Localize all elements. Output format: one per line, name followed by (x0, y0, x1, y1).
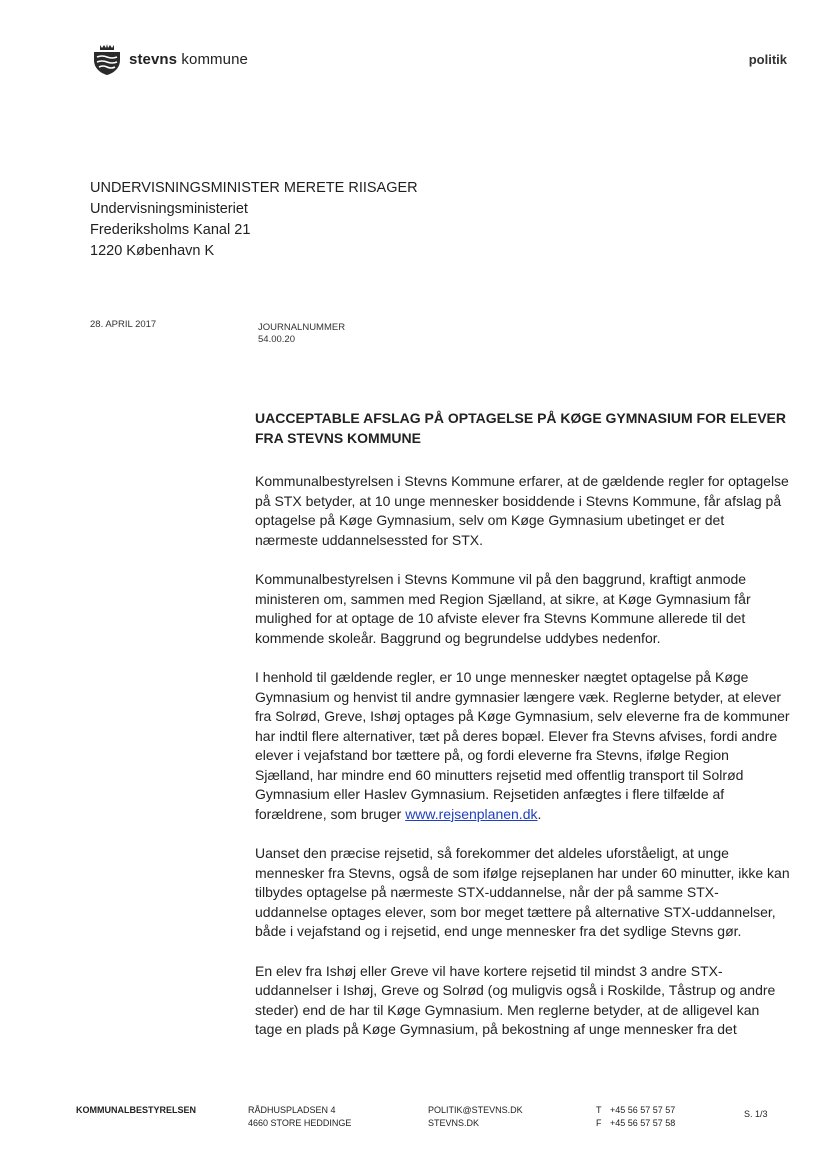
footer-website: STEVNS.DK (428, 1118, 480, 1128)
recipient-address (90, 178, 418, 262)
rejseplanen-link[interactable]: www.rejsenplanen.dk (405, 805, 538, 822)
paragraph-2: Kommunalbestyrelsen i Stevns Kommune vil på den baggrund, kraftigt anmode ministeren om, sammen med Region Sjælland, at sikre, at Køge Gymnasium får mulighed for at optage de 10 afviste elever fra Stevns Kommune allerede til det kommende skoleår. Baggrund og begrundelse uddybes nedenfor. (255, 571, 751, 646)
letter-heading: UACCEPTABLE AFSLAG PÅ OPTAGELSE PÅ KØGE GYMNASIUM FOR ELEVER FRA STEVNS KOMMUNE (255, 410, 786, 446)
footer-contact (428, 1104, 523, 1130)
journal-number: 54.00.20 (258, 334, 295, 345)
footer-phone (596, 1104, 675, 1130)
municipality-logo (91, 42, 248, 76)
footer-email: POLITIK@STEVNS.DK (428, 1105, 523, 1115)
footer-street: RÅDHUSPLADSEN 4 (248, 1105, 336, 1115)
paragraph-3: I henhold til gældende regler, er 10 unge mennesker nægtet optagelse på Køge Gymnasium og henvist til andre gymnasier længere væk. Reglerne betyder, at elever fra Solrød, Greve, Ishøj optages på Køge Gymnasium, selv eleverne fra de kommuner har indtil flere alternativer, tæt på deres bopæl. Elever fra Stevns afvises, fordi andre elever i vejafstand bor tættere på, og fordi eleverne fra Stevns, ifølge Region Sjælland, har mindre end 60 minutters rejsetid med offentlig transport til Solrød Gymnasium eller Haslev Gymnasium. Rejsetiden anfægtes i flere tilfælde af forældrene, som bruger www.rejsenplanen.dk. (255, 669, 790, 822)
letter-date: 28. APRIL 2017 (90, 319, 157, 330)
journal-block (258, 322, 345, 346)
coat-of-arms-icon (91, 42, 123, 76)
paragraph-1: Kommunalbestyrelsen i Stevns Kommune erfarer, at de gældende regler for optagelse på STX betyder, at 10 unge mennesker bosiddende i Stevns Kommune, får afslag på optagelse på Køge Gymnasium, selv om Køge Gymnasium ubetinget er det nærmeste uddannelsessted for STX. (255, 473, 789, 548)
journal-label: JOURNALNUMMER (258, 322, 346, 333)
letter-body (255, 408, 790, 1060)
footer-organisation: KOMMUNALBESTYRELSEN (76, 1105, 197, 1115)
recipient-name: UNDERVISNINGSMINISTER MERETE RIISAGER (90, 180, 418, 196)
recipient-street: Frederiksholms Kanal 21 (90, 222, 251, 238)
recipient-organisation: Undervisningsministeriet (90, 201, 248, 217)
fax-label: F (596, 1118, 602, 1128)
recipient-city: 1220 København K (90, 243, 215, 259)
phone-label: T (596, 1105, 602, 1115)
paragraph-5: En elev fra Ishøj eller Greve vil have kortere rejsetid til mindst 3 andre STX-uddannelser i Ishøj, Greve og Solrød (og muligvis også i Roskilde, Tåstrup og andre steder) end de har til Køge Gymnasium. Men reglerne betyder, at de alligevel kan tage en plads på Køge Gymnasium, på bekostning af unge mennesker fra det (255, 962, 776, 1037)
page-number: S. 1/3 (744, 1109, 768, 1119)
logo-wordmark: stevns kommune (129, 50, 248, 68)
paragraph-4: Uanset den præcise rejsetid, så forekommer det aldeles uforståeligt, at unge mennesker fra Stevns, også de som ifølge rejseplanen har under 60 minutter, ikke kan tilbydes optagelse på nærmeste STX-uddannelse, når der på samme STX-uddannelse optages elever, som bor meget tættere på alternative STX-uddannelser, både i vejafstand og i rejsetid, end unge mennesker fra det sydlige Stevns gør. (255, 845, 790, 939)
department-label: politik (748, 52, 787, 67)
footer-city: 4660 STORE HEDDINGE (248, 1118, 352, 1128)
fax-number: +45 56 57 57 58 (610, 1118, 676, 1128)
footer-address (248, 1104, 351, 1130)
phone-number: +45 56 57 57 57 (610, 1105, 676, 1115)
